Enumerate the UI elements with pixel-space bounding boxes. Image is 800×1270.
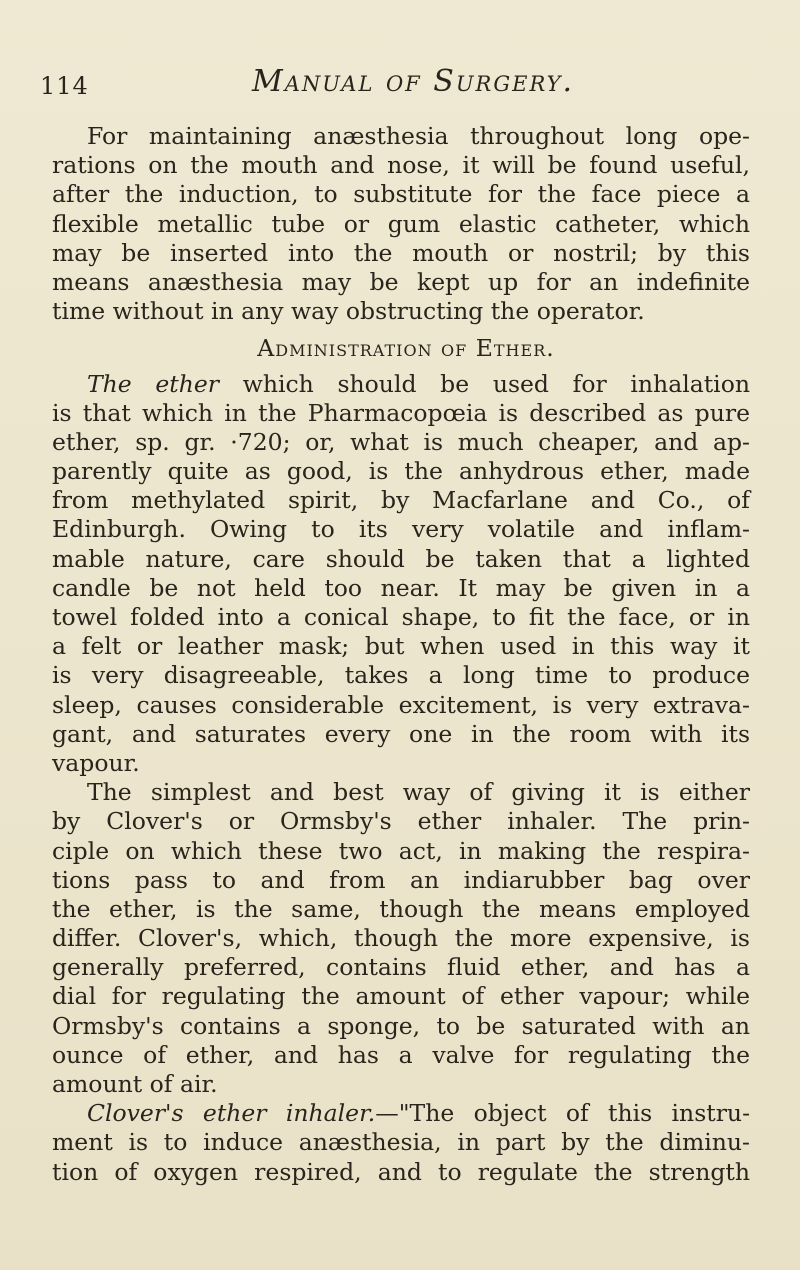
page-number: 114 bbox=[40, 72, 89, 100]
text-line: the ether, is the same, though the means employed bbox=[52, 894, 750, 923]
text-line: The simplest and best way of giving it is either bbox=[87, 778, 750, 807]
text-line: a felt or leather mask; but when used in this way it bbox=[52, 632, 750, 661]
text-line: ounce of ether, and has a valve for regulating the bbox=[52, 1040, 750, 1069]
text-line: mable nature, care should be taken that a lighted bbox=[52, 544, 750, 573]
text-line: ciple on which these two act, in making the respira- bbox=[52, 836, 750, 865]
text-line: time without in any way obstructing the operator. bbox=[52, 297, 645, 326]
text-line: Ormsby's contains a sponge, to be saturated with an bbox=[52, 1011, 750, 1040]
running-title: Manual of Surgery. bbox=[252, 64, 575, 99]
text-line: is that which in the Pharmacopœia is described as pure bbox=[52, 398, 750, 427]
text-line: tions pass to and from an indiarubber bag over bbox=[52, 865, 750, 894]
text-line: from methylated spirit, by Macfarlane and Co., of bbox=[52, 486, 750, 515]
text-line: means anæsthesia may be kept up for an indefinite bbox=[52, 267, 750, 296]
text-line: flexible metallic tube or gum elastic catheter, which bbox=[52, 209, 750, 238]
body-text bbox=[52, 122, 750, 1187]
text-line: by Clover's or Ormsby's ether inhaler. The prin- bbox=[52, 807, 750, 836]
text-line: differ. Clover's, which, though the more expensive, is bbox=[52, 924, 750, 953]
text-line: vapour. bbox=[52, 748, 140, 777]
paragraph-inhalers bbox=[52, 778, 750, 1099]
text-line: parently quite as good, is the anhydrous ether, made bbox=[52, 457, 750, 486]
text-line: amount of air. bbox=[52, 1070, 218, 1098]
text-line: tion of oxygen respired, and to regulate the strength bbox=[52, 1157, 750, 1186]
paragraph-clover bbox=[52, 1099, 750, 1187]
text-line: For maintaining anæsthesia throughout long ope- bbox=[87, 122, 750, 150]
text-line: dial for regulating the amount of ether vapour; while bbox=[52, 982, 750, 1011]
text-line: gant, and saturates every one in the room with its bbox=[52, 719, 750, 748]
italic-lead: Clover's ether inhaler. bbox=[87, 1099, 376, 1128]
paragraph-intro bbox=[52, 122, 750, 326]
line-rest: —"The object of this instru- bbox=[375, 1099, 751, 1128]
paragraph-ether bbox=[52, 370, 750, 779]
text-line: is very disagreeable, takes a long time to produce bbox=[52, 661, 750, 690]
line-rest: which should be used for inhalation bbox=[219, 369, 750, 398]
text-line: may be inserted into the mouth or nostril; by this bbox=[52, 238, 750, 267]
text-line: rations on the mouth and nose, it will be found useful, bbox=[52, 151, 750, 180]
text-line: ment is to induce anæsthesia, in part by the diminu- bbox=[52, 1128, 750, 1157]
section-heading: Administration of Ether. bbox=[257, 334, 555, 363]
text-line: candle be not held too near. It may be given in a bbox=[52, 573, 750, 602]
text-line: sleep, causes considerable excitement, is very extrava- bbox=[52, 690, 750, 719]
text-line bbox=[52, 370, 750, 399]
text-line: generally preferred, contains fluid ether, and has a bbox=[52, 953, 750, 982]
italic-lead: The ether bbox=[87, 369, 220, 398]
running-head bbox=[40, 64, 760, 104]
text-line: towel folded into a conical shape, to fit the face, or in bbox=[52, 603, 750, 631]
text-line: Edinburgh. Owing to its very volatile and inflam- bbox=[52, 515, 750, 544]
text-line: after the induction, to substitute for the face piece a bbox=[52, 180, 750, 209]
text-line bbox=[52, 1099, 750, 1128]
text-line: ether, sp. gr. ·720; or, what is much cheaper, and ap- bbox=[52, 427, 750, 456]
